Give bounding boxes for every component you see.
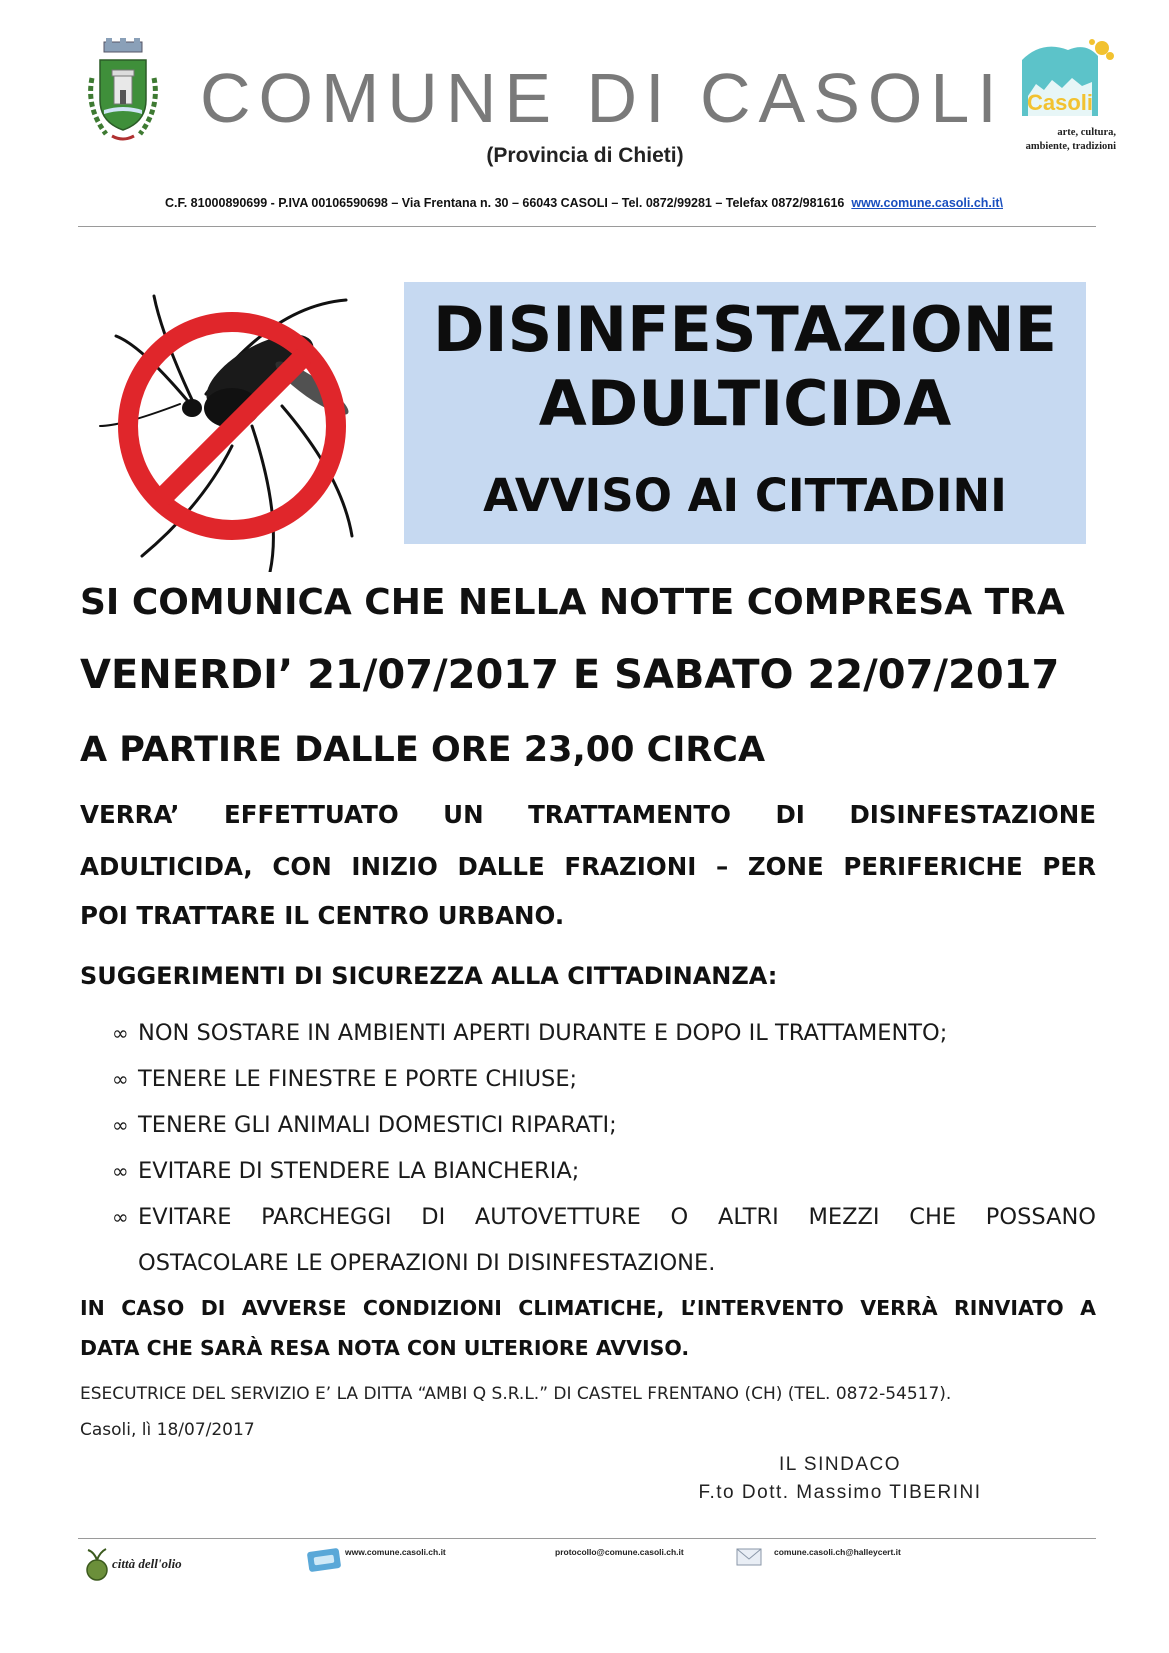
announcement-line-1: SI COMUNICA CHE NELLA NOTTE COMPRESA TRA — [80, 582, 1065, 623]
bullet-symbol-icon: ∞ — [112, 1067, 129, 1091]
banner-title-line-2: ADULTICIDA — [538, 367, 952, 440]
treatment-para-line-3: POI TRATTARE IL CENTRO URBANO. — [80, 901, 565, 930]
banner-title-line-1: DISINFESTAZIONE — [433, 293, 1057, 366]
footer-divider — [78, 1538, 1096, 1539]
safety-list — [112, 1010, 1096, 1286]
olive-city-label: città dell'olio — [112, 1556, 182, 1571]
bullet-symbol-icon: ∞ — [112, 1021, 129, 1045]
envelope-icon — [736, 1546, 762, 1568]
safety-heading: SUGGERIMENTI DI SICUREZZA ALLA CITTADINANZA: — [80, 962, 778, 990]
casoli-brand-logo — [1022, 36, 1114, 116]
list-item: ∞ EVITARE DI STENDERE LA BIANCHERIA; — [112, 1148, 1096, 1194]
contractor-info: ESECUTRICE DEL SERVIZIO E’ LA DITTA “AMBI Q S.R.L.” DI CASTEL FRENTANO (CH) (TEL. 0872-54517). — [80, 1384, 952, 1404]
treatment-para-line-1: VERRA’ EFFETTUATO UN TRATTAMENTO DI DISINFESTAZIONE — [80, 800, 1096, 829]
municipal-crest-icon — [82, 38, 164, 148]
footer-website-link[interactable]: www.comune.casoli.ch.it — [345, 1547, 446, 1557]
brand-tagline-line-2: ambiente, tradizioni — [1025, 141, 1116, 152]
brand-tagline-line-1: arte, cultura, — [1057, 127, 1116, 138]
brand-tagline — [1000, 126, 1116, 154]
banner-subtitle: AVVISO AI CITTADINI — [483, 469, 1007, 522]
list-item: ∞ TENERE LE FINESTRE E PORTE CHIUSE; — [112, 1056, 1096, 1102]
contact-info-line — [74, 196, 1094, 210]
province-subtitle: (Provincia di Chieti) — [486, 144, 684, 167]
bullet-symbol-icon: ∞ — [112, 1159, 129, 1183]
place-date: Casoli, lì 18/07/2017 — [80, 1420, 255, 1440]
list-item: ∞ EVITARE PARCHEGGI DI AUTOVETTURE O ALTRI MEZZI CHE POSSANO — [112, 1194, 1096, 1240]
brand-logo-text: Casoli — [1026, 90, 1094, 115]
title-banner — [404, 282, 1086, 544]
web-globe-icon — [306, 1546, 342, 1574]
no-mosquito-icon — [82, 276, 378, 572]
municipality-title: COMUNE DI CASOLI — [200, 59, 1005, 137]
footer-email-link[interactable]: protocollo@comune.casoli.ch.it — [555, 1547, 684, 1557]
weather-notice-line-1: IN CASO DI AVVERSE CONDIZIONI CLIMATICHE, L’INTERVENTO VERRÀ RINVIATO A — [80, 1296, 1096, 1320]
header-divider — [78, 226, 1096, 227]
list-item: ∞ TENERE GLI ANIMALI DOMESTICI RIPARATI; — [112, 1102, 1096, 1148]
footer-pec-link[interactable]: comune.casoli.ch@halleycert.it — [774, 1547, 901, 1557]
announcement-time: A PARTIRE DALLE ORE 23,00 CIRCA — [80, 730, 766, 770]
olive-city-icon — [84, 1546, 110, 1582]
signature-name: F.to Dott. Massimo TIBERINI — [698, 1482, 982, 1503]
bullet-symbol-icon: ∞ — [112, 1205, 129, 1229]
list-item-continuation: OSTACOLARE LE OPERAZIONI DI DISINFESTAZIONE. — [138, 1250, 716, 1276]
bullet-symbol-icon: ∞ — [112, 1113, 129, 1137]
weather-notice-line-2: DATA CHE SARÀ RESA NOTA CON ULTERIORE AVVISO. — [80, 1336, 690, 1360]
treatment-para-line-2: ADULTICIDA, CON INIZIO DALLE FRAZIONI – ZONE PERIFERICHE PER — [80, 852, 1096, 881]
contact-details: C.F. 81000890699 - P.IVA 00106590698 – Via Frentana n. 30 – 66043 CASOLI – Tel. 0872/99281 – Telefax 0872/981616 — [164, 196, 845, 210]
signature-role: IL SINDACO — [779, 1454, 901, 1475]
list-item: ∞ NON SOSTARE IN AMBIENTI APERTI DURANTE E DOPO IL TRATTAMENTO; — [112, 1010, 1096, 1056]
announcement-dates: VENERDI’ 21/07/2017 E SABATO 22/07/2017 — [80, 652, 1060, 698]
website-link[interactable]: www.comune.casoli.ch.it\ — [851, 196, 1003, 210]
